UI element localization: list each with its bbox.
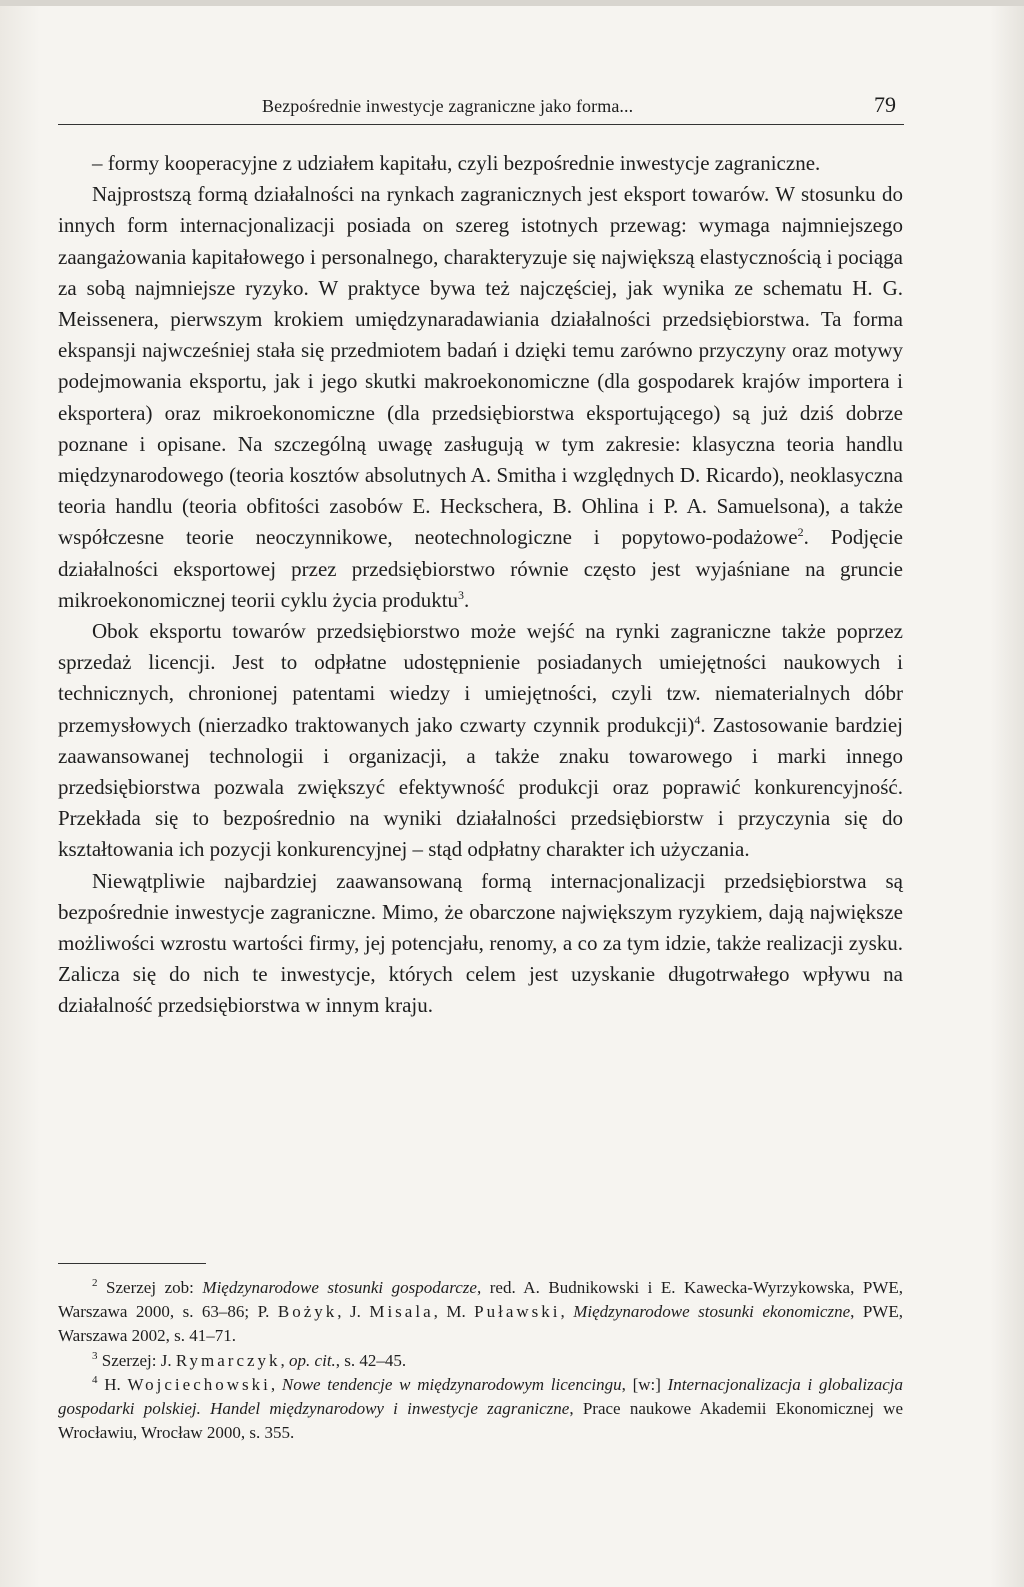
footnote-4-text: H. (97, 1374, 128, 1394)
footnote-4 (58, 1373, 903, 1446)
paragraph-3-text-b: . Zastosowanie bardziej zaawansowanej technologii i organizacji, a także znaku towarowego i marki innego przedsiębiorstwa pozwala zwiększyć efektywność produkcji oraz poprawić konkurencyjność. Przekłada się to bezpośrednio na wyniki działalności przedsiębiorstw i przyczynia się do kształtowania ich pozycji konkurencyjnej – stąd odpłatny charakter ich użyczania. (58, 712, 903, 862)
footnote-2-text: , red. A. Budnikowski i E. Kawecka-Wyrzykowska, PWE, Warszawa 2000, s. 63–86; P. (58, 1278, 903, 1322)
footnote-2-text: Szerzej zob: (97, 1278, 203, 1297)
footnote-4-number: 4 (92, 1373, 98, 1386)
paragraph-2-text-c: . (464, 587, 470, 612)
footnote-4-title: Internacjonalizacja i globalizacja gospodarki polskiej. Handel międzynarodowy i inwestycje zagraniczne (58, 1374, 904, 1419)
running-head: Bezpośrednie inwestycje zagraniczne jako forma... (262, 96, 634, 116)
footnote-ref-2: 2 (797, 525, 804, 540)
paragraph-4 (58, 866, 903, 1022)
footnote-3-ref: op. cit. (289, 1350, 336, 1370)
footnote-3 (58, 1349, 903, 1373)
footnote-2-text: , (560, 1302, 574, 1322)
paragraph-4-text: Niewątpliwie najbardziej zaawansowaną formą internacjonalizacji przedsiębiorstwa są bezpośrednie inwestycje zagraniczne. Mimo, że obarczone największym ryzykiem, dają największe możliwości wzrostu wartości firmy, jej potencjału, renomy, a co za tym idzie, także realizacji zysku. Zalicza się do nich te inwestycje, których celem jest uzyskanie długotrwałego wpływu na działalność przedsiębiorstwa w innym kraju. (58, 868, 903, 1018)
footnote-4-text: , (270, 1374, 282, 1394)
footnote-2-title: Międzynarodowe stosunki ekonomiczne (573, 1302, 851, 1322)
footnote-2-text: , PWE, Warszawa 2002, s. 41–71. (58, 1302, 903, 1346)
footnote-3-number: 3 (92, 1349, 98, 1362)
footnote-2-number: 2 (92, 1277, 98, 1289)
footnote-2-text: , M. (433, 1302, 475, 1322)
footnote-4-text: , [w:] (621, 1374, 668, 1394)
footnote-3-text: Szerzej: J. (97, 1350, 176, 1370)
body-text (58, 148, 903, 1022)
footnote-separator (58, 1263, 206, 1264)
footnote-3-text: , (280, 1350, 290, 1370)
page-number: 79 (874, 92, 896, 117)
footnote-3-author: Rymarczyk (175, 1350, 281, 1370)
page-header (58, 92, 904, 125)
footnote-2-author: Bożyk (277, 1302, 338, 1322)
paragraph-1-text: – formy kooperacyjne z udziałem kapitału, czyli bezpośrednie inwestycje zagraniczne. (92, 151, 821, 175)
paragraph-2-text-a: Najprostszą formą działalności na rynkach zagranicznych jest eksport towarów. W stosunku do innych form internacjonalizacji posiada on szereg istotnych przewag: wymaga najmniejszego zaangażowania kapitałowego i personalnego, charakteryzuje się największą elastycznością i pociąga za sobą najmniejsze ryzyko. W praktyce bywa też najczęściej, jak wynika ze schematu H. G. Meissenera, pierwszym krokiem umiędzynaradawiania działalności przedsiębiorstwa. Ta forma ekspansji najwcześniej stała się przedmiotem badań i dzięki temu zarówno przyczyny oraz motywy podejmowania eksportu, jak i jego skutki makroekonomiczne (dla gospodarek krajów importera i eksportera) oraz mikroekonomiczne (dla przedsiębiorstwa eksportującego) są już dziś dobrze poznane i opisane. Na szczególną uwagę zasługują w tym zakresie: klasyczna teoria handlu międzynarodowego (teoria kosztów absolutnych A. Smitha i względnych D. Ricardo), neoklasyczna teoria handlu (teoria obfitości zasobów E. Heckschera, B. Ohlina i P. A. Samuelsona), a także współczesne teorie neoczynnikowe, neotechnologiczne i popytowo-podażowe (58, 182, 903, 550)
paragraph-1 (58, 148, 903, 179)
paragraph-2 (58, 179, 903, 616)
paragraph-3-text-a: Obok eksportu towarów przedsiębiorstwo może wejść na rynki zagraniczne także poprzez sprzedaż licencji. Jest to odpłatne udostępnienie posiadanych umiejętności naukowych i technicznych, chronionej patentami wiedzy i umiejętności, czyli tzw. niematerialnych dóbr przemysłowych (nierzadko traktowanych jako czwarty czynnik produkcji) (58, 619, 903, 737)
footnote-2-author: Misala (369, 1302, 434, 1322)
paragraph-3 (58, 616, 903, 866)
paragraph-2-text-b: . Podjęcie działalności eksportowej przez przedsiębiorstwo równie często jest wyjaśniane na gruncie mikroekonomicznej teorii cyklu życia produktu (58, 525, 904, 612)
footnote-2 (58, 1276, 903, 1349)
footnote-2-author: Puławski (474, 1302, 561, 1322)
footnote-ref-4: 4 (694, 712, 701, 727)
footnotes (58, 1276, 903, 1445)
footnote-4-author: Wojciechowski (127, 1374, 271, 1394)
footnote-ref-3: 3 (458, 587, 465, 602)
footnote-3-text: , s. 42–45. (335, 1350, 407, 1370)
footnote-2-text: , J. (337, 1302, 370, 1322)
footnote-2-title: Międzynarodowe stosunki gospodarcze (202, 1278, 477, 1297)
footnote-4-text: , Prace naukowe Akademii Ekonomicznej we Wrocławiu, Wrocław 2000, s. 355. (58, 1399, 903, 1443)
footnote-4-title: Nowe tendencje w międzynarodowym licencingu (281, 1374, 622, 1394)
page-top-edge (0, 0, 1024, 6)
